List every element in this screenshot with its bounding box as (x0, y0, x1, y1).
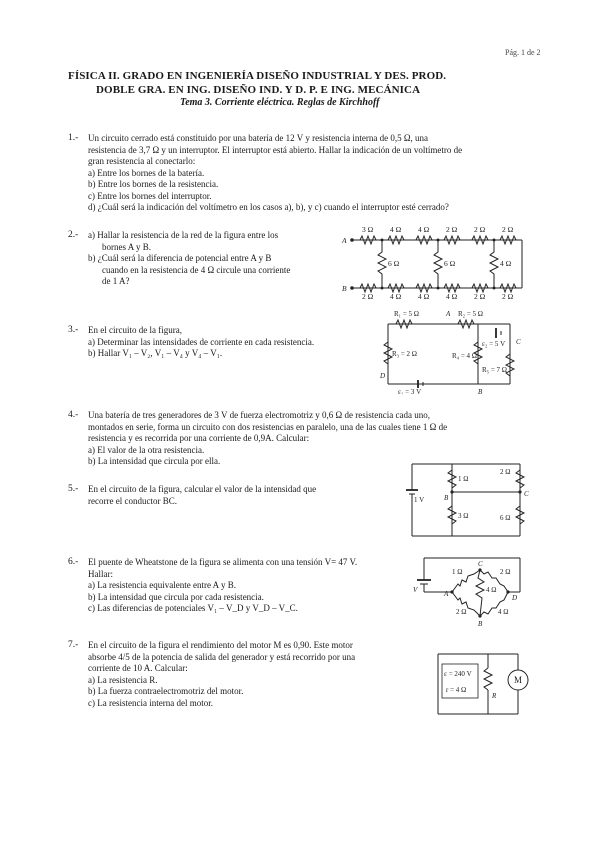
resistor-label: 4 Ω (498, 608, 509, 616)
wheatstone-bridge-figure (412, 550, 532, 628)
problem-number: 5.- (68, 484, 79, 494)
node-label: A (446, 310, 451, 318)
emf-label: 1 V (414, 496, 425, 504)
problem-number: 7.- (68, 640, 79, 650)
problem-1 (88, 133, 528, 214)
resistor-label: 4 Ω (390, 292, 402, 300)
resistor-label: R₅ = 7 Ω (482, 366, 508, 374)
resistor-label: 2 Ω (502, 292, 514, 300)
problem-item: b) Entre los bornes de la resistencia. (88, 179, 219, 189)
emf-label: ε₂ = 5 V (482, 340, 506, 348)
problem-7 (88, 640, 418, 709)
problem-item: c) La resistencia interna del motor. (88, 697, 213, 708)
resistor-label: 2 Ω (500, 568, 511, 576)
resistor-label: 6 Ω (444, 259, 456, 268)
problem-item: b) La fuerza contraelectromotriz del motor. (88, 686, 244, 696)
problem-stem-line: gran resistencia al conectarlo: (88, 156, 196, 166)
node-label: B (478, 620, 483, 628)
problem-item: b) La intensidad que circula por ella. (88, 456, 221, 466)
motor-circuit-figure (428, 648, 532, 722)
problem-item: a) Determinar las intensidades de corriente en cada resistencia. (88, 336, 315, 347)
problem-stem-line: montados en serie, forma un circuito con dos resistencias en paralelo, una de las cuales tiene 1 Ω de (88, 421, 448, 432)
problem-item: c) Las diferencias de potenciales V₁ – V_D y V_D – V_C. (88, 603, 298, 613)
node-label: B (342, 284, 347, 293)
node-label: A (342, 236, 347, 245)
resistor-label: 2 Ω (500, 468, 511, 476)
resistor-label: R₂ = 5 Ω (458, 310, 484, 318)
resistor-label: 4 Ω (418, 292, 430, 300)
resistor-label: 6 Ω (388, 259, 400, 268)
resistor-label: 4 Ω (446, 292, 458, 300)
resistor-label: R₄ = 4 Ω (452, 352, 478, 360)
degree-title: DOBLE GRA. EN ING. DISEÑO IND. Y D. P. E ING. MECÁNICA (96, 84, 421, 96)
page-number: Pág. 1 de 2 (505, 48, 541, 57)
problem-stem-line: absorbe 4/5 de la potencia de salida del generador y está recorrido por una (88, 651, 356, 662)
problem-item: de 1 A? (102, 276, 130, 286)
problem-number: 6.- (68, 557, 79, 567)
problem-item: b) ¿Cuál será la diferencia de potencial entre A y B (88, 253, 272, 263)
node-label: C (516, 338, 521, 346)
emf-label: ε = 240 V (444, 670, 472, 678)
problem-item: a) Entre los bornes de la batería. (88, 167, 205, 178)
resistor-network-figure (340, 222, 530, 300)
problem-item: c) Entre los bornes del interruptor. (88, 190, 212, 201)
motor-label: M (514, 675, 523, 685)
problem-stem-line: Hallar: (88, 568, 113, 579)
problem-stem-line: En el circuito de la figura, (88, 325, 182, 335)
node-label: A (444, 590, 449, 598)
problem-number: 2.- (68, 230, 79, 240)
problem-stem-line: recorre el conductor BC. (88, 495, 177, 506)
problem-item: b) Hallar V₁ – V₂, V₁ – V₄ y V₄ – V₁. (88, 348, 223, 358)
resistor-label: r = 4 Ω (446, 686, 467, 694)
bridge-circuit-figure (400, 456, 530, 542)
problem-stem-line: corriente de 10 A. Calcular: (88, 663, 188, 673)
problem-2 (88, 230, 338, 288)
two-source-circuit-figure (378, 302, 528, 394)
problem-item: bornes A y B. (102, 241, 152, 252)
problem-item: b) La intensidad que circula por cada resistencia. (88, 591, 264, 602)
problem-item: cuando en la resistencia de 4 Ω circule una corriente (102, 264, 291, 275)
problem-item: a) La resistencia equivalente entre A y B. (88, 580, 236, 590)
resistor-label: 4 Ω (390, 225, 402, 234)
resistor-label: 6 Ω (500, 514, 511, 522)
problem-stem-line: resistencia y es recorrida por una corriente de 0,9A. Calcular: (88, 433, 310, 443)
resistor-label: 1 Ω (458, 475, 469, 483)
resistor-label: 4 Ω (500, 259, 512, 268)
resistor-label: 3 Ω (458, 512, 469, 520)
topic-title: Tema 3. Corriente eléctrica. Reglas de Kirchhoff (180, 97, 380, 108)
resistor-label: 1 Ω (452, 568, 463, 576)
problem-stem-line: En el circuito de la figura el rendimiento del motor M es 0,90. Este motor (88, 640, 353, 650)
resistor-label: R₁ = 5 Ω (394, 310, 420, 318)
problem-stem-line: resistencia de 3,7 Ω y un interruptor. El interruptor está abierto. Hallar la indicación de un voltímetro de (88, 144, 463, 155)
problem-item: a) El valor de la otra resistencia. (88, 444, 205, 455)
resistor-label: 2 Ω (446, 225, 458, 234)
resistor-label: 2 Ω (456, 608, 467, 616)
problem-5 (88, 484, 388, 507)
resistor-label: 2 Ω (362, 292, 374, 300)
resistor-label: R₃ = 2 Ω (392, 350, 418, 358)
voltage-label: V (413, 586, 418, 594)
problem-stem-line: En el circuito de la figura, calcular el valor de la intensidad que (88, 484, 317, 494)
problem-6 (88, 557, 418, 615)
resistor-label: 2 Ω (474, 225, 486, 234)
problem-stem-line: Un circuito cerrado está constituido por una batería de 12 V y resistencia interna de 0,5 Ω, una (88, 133, 428, 143)
problem-stem-line: El puente de Wheatstone de la figura se alimenta con una tensión V= 47 V. (88, 557, 358, 567)
resistor-label: 4 Ω (418, 225, 430, 234)
problem-number: 3.- (68, 325, 79, 335)
node-label: B (478, 388, 483, 394)
node-label: B (444, 494, 449, 502)
problem-item: a) La resistencia R. (88, 674, 158, 685)
resistor-label: R (492, 692, 497, 700)
node-label: C (478, 560, 483, 568)
node-label: D (512, 594, 518, 602)
resistor-label: 2 Ω (502, 225, 514, 234)
resistor-label: 3 Ω (362, 225, 374, 234)
problem-stem-line: Una batería de tres generadores de 3 V de fuerza electromotriz y 0,6 Ω de resistencia cada uno, (88, 410, 430, 420)
emf-label: ε₁ = 3 V (398, 388, 422, 394)
problem-number: 1.- (68, 133, 79, 143)
node-label: D (380, 372, 386, 380)
resistor-label: 4 Ω (486, 586, 497, 594)
resistor-label: 2 Ω (474, 292, 486, 300)
problem-3 (88, 325, 378, 360)
course-title: FÍSICA II. GRADO EN INGENIERÍA DISEÑO INDUSTRIAL Y DES. PROD. (68, 70, 447, 82)
node-label: C (524, 490, 529, 498)
problem-item: d) ¿Cuál será la indicación del voltímetro en los casos a), b), y c) cuando el interruptor esté cerrado? (88, 202, 449, 212)
problem-item: a) Hallar la resistencia de la red de la figura entre los (88, 230, 279, 240)
problem-number: 4.- (68, 410, 79, 420)
